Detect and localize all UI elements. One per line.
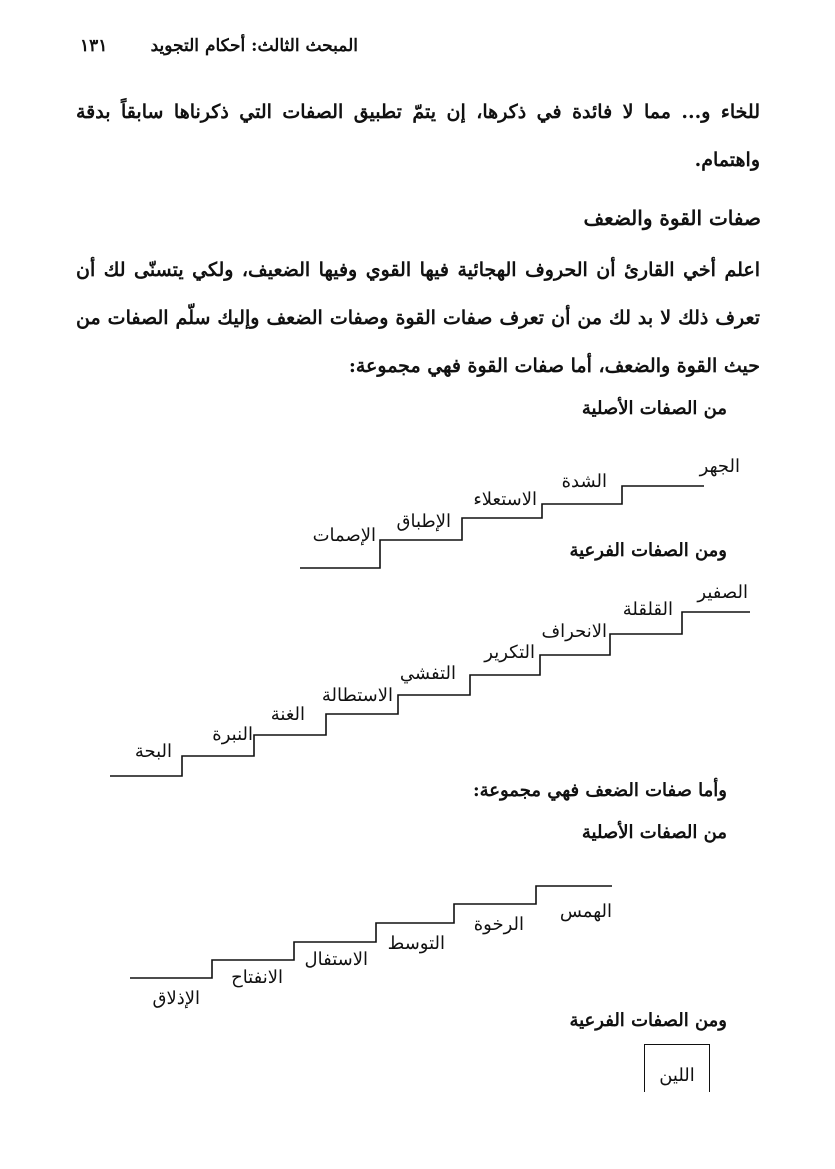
weakness-original-step: الإذلاق: [152, 988, 200, 1009]
header-section-title: المبحث الثالث: أحكام التجويد: [150, 36, 358, 56]
strength-derived-step: الانحراف: [541, 621, 607, 642]
strength-derived-step: النبرة: [212, 724, 253, 745]
weakness-original-step: الاستفال: [304, 949, 368, 970]
strength-original-label: من الصفات الأصلية: [581, 398, 727, 419]
strength-original-step: الاستعلاء: [473, 489, 537, 510]
strength-original-step: الإطباق: [396, 511, 451, 532]
weakness-derived-label: ومن الصفات الفرعية: [569, 1010, 727, 1031]
weakness-original-step: التوسط: [387, 933, 445, 954]
strength-derived-step: الغنة: [270, 704, 305, 725]
strength-derived-step: التكرير: [484, 642, 535, 663]
strength-original-step: الشدة: [561, 471, 607, 492]
strength-derived-step: الاستطالة: [321, 685, 393, 706]
strength-derived-staircase: [110, 612, 750, 776]
weakness-derived-box: [644, 1044, 710, 1092]
section-heading: صفات القوة والضعف: [583, 206, 761, 230]
weakness-derived-step: اللين: [659, 1065, 695, 1086]
strength-derived-label: ومن الصفات الفرعية: [569, 540, 727, 561]
page-number: ١٣١: [80, 36, 108, 56]
strength-derived-step: الصفير: [697, 582, 748, 603]
strength-original-step: الجهر: [699, 456, 740, 477]
weakness-original-step: الرخوة: [473, 914, 524, 935]
strength-original-step: الإصمات: [312, 525, 376, 546]
weakness-original-step: الهمس: [559, 901, 612, 922]
intro-paragraph: للخاء و... مما لا فائدة في ذكرها، إن يتمّ تطبيق الصفات التي ذكرناها سابقاً بدقة واهتمام.: [76, 101, 760, 171]
strength-derived-step: التفشي: [399, 663, 456, 684]
weakness-original-staircase: [130, 886, 612, 978]
strength-derived-step: البحة: [134, 741, 172, 762]
strength-derived-step: القلقلة: [622, 599, 673, 620]
weakness-original-step: الانفتاح: [231, 967, 283, 988]
weakness-intro: وأما صفات الضعف فهي مجموعة:: [472, 780, 727, 801]
section-paragraph: اعلم أخي القارئ أن الحروف الهجائية فيها القوي وفيها الضعيف، ولكي يتسنّى لك أن تعرف ذلك لا بد لك من أن تعرف صفات القوة وصفات الضعف وإليك سلّم الصفات من حيث القوة والضعف، أما صفات القوة فهي مجموعة:: [76, 259, 760, 377]
weakness-original-label: من الصفات الأصلية: [581, 822, 727, 843]
